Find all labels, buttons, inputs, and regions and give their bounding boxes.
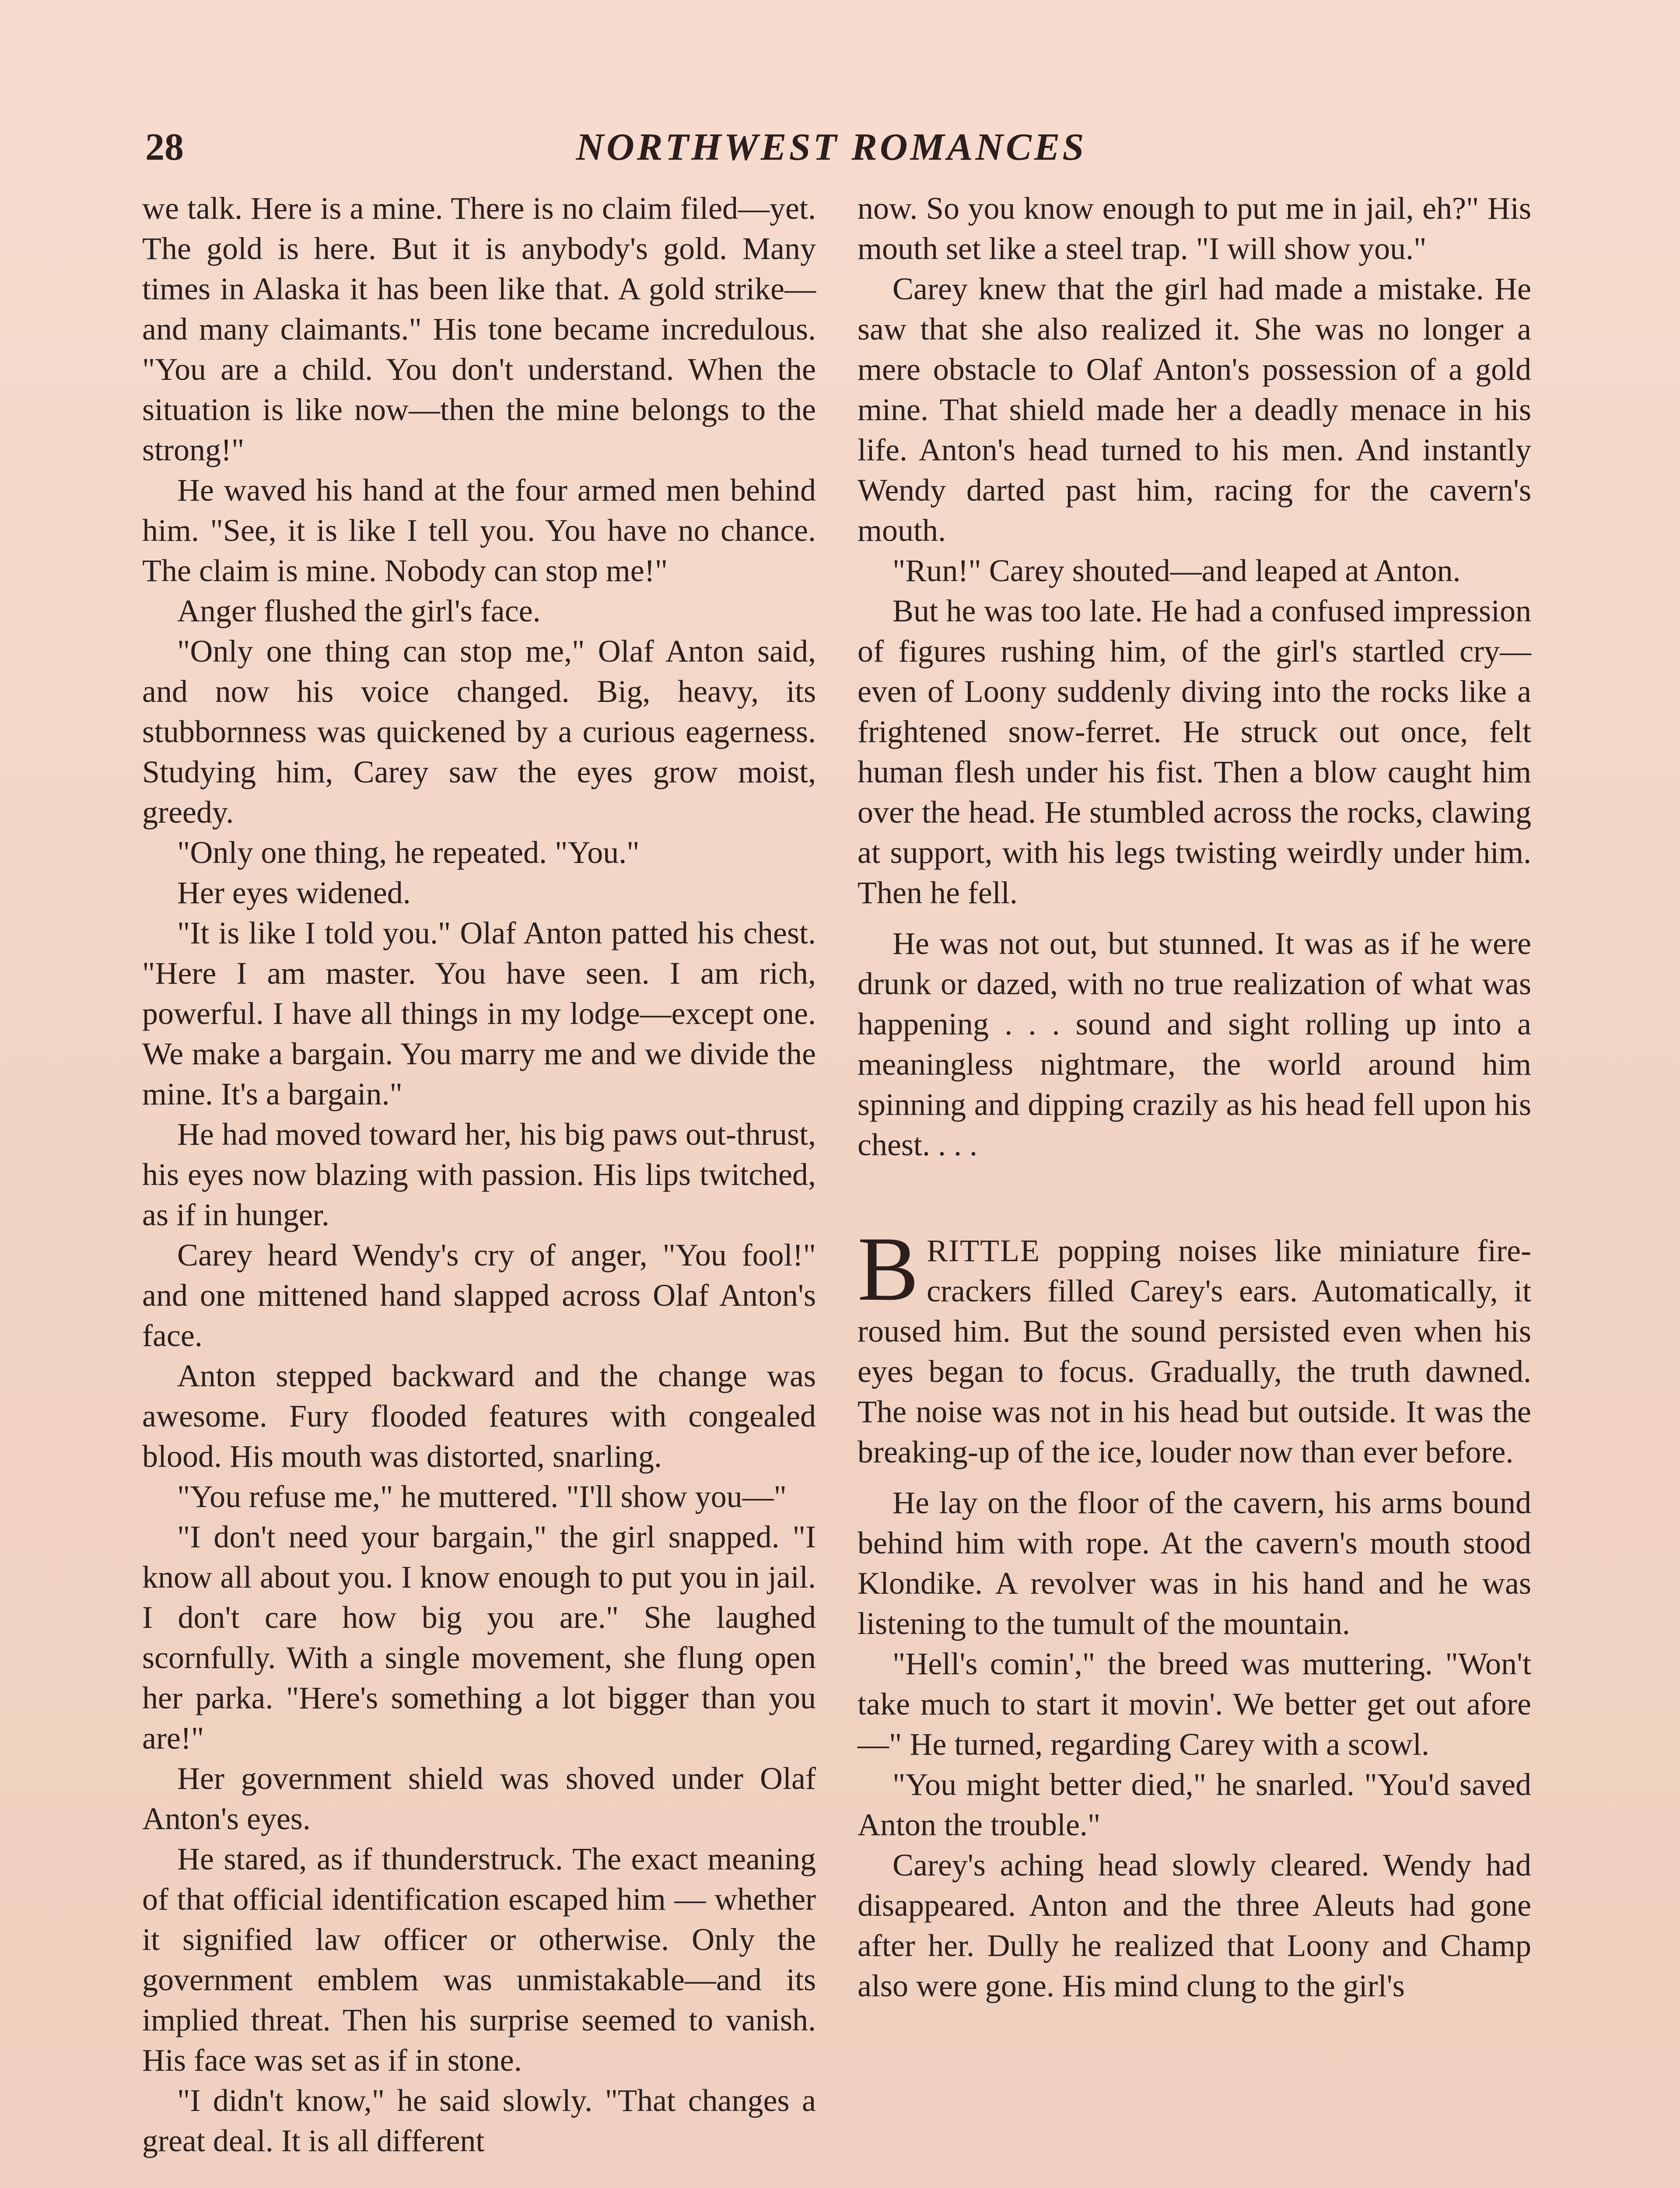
drop-cap: B [858, 1218, 919, 1320]
paragraph: "You refuse me," he muttered. "I'll show you—" [177, 1479, 787, 1514]
paragraph: "Only one thing, he repeated. "You." [177, 835, 640, 870]
page-header [131, 125, 1531, 182]
paragraph: "I didn't know," he said slowly. "That changes a great deal. It is all different [142, 2083, 816, 2158]
right-column [858, 188, 1531, 2006]
paragraph: He lay on the floor of the cavern, his arms bound behind him with rope. At the cavern's mouth stood Klondike. A revolver was in his hand and he was listening to the tumult of the mountain. [858, 1485, 1531, 1641]
paragraph: "Hell's comin'," the breed was muttering. "Won't take much to start it movin'. We better get out afore—" He turned, regarding Carey with a scowl. [858, 1646, 1531, 1762]
paragraph: Carey heard Wendy's cry of anger, "You fool!" and one mittened hand slapped across Olaf Anton's face. [142, 1238, 816, 1353]
small-caps-lead: RITTLE [927, 1233, 1040, 1268]
paragraph: But he was too late. He had a confused impression of figures rushing him, of the girl's startled cry—even of Loony suddenly diving into the rocks like a frightened snow-ferret. He struck out once, felt human flesh under his fist. Then a blow caught him over the head. He stumbled across the rocks, clawing at support, with his legs twisting weirdly under him. Then he fell. [858, 593, 1531, 910]
paragraph: Her eyes widened. [177, 875, 411, 910]
page-number: 28 [145, 126, 184, 168]
paragraph: Anger flushed the girl's face. [177, 593, 541, 628]
paragraph: Her government shield was shoved under Olaf Anton's eyes. [142, 1761, 816, 1836]
paragraph: "I don't need your bargain," the girl snapped. "I know all about you. I know enough to put you in jail. I don't care how big you are." She laughed scornfully. With a single movement, she flung open her parka. "Here's something a lot bigger than you are!" [142, 1519, 816, 1756]
paragraph: Anton stepped backward and the change was awesome. Fury flooded features with congealed blood. His mouth was distorted, snarling. [142, 1358, 816, 1474]
paragraph: now. So you know enough to put me in jail, eh?" His mouth set like a steel trap. "I will show you." [858, 191, 1531, 266]
paragraph: He had moved toward her, his big paws out-thrust, his eyes now blazing with passion. His lips twitched, as if in hunger. [142, 1117, 816, 1232]
paragraph: He was not out, but stunned. It was as if he were drunk or dazed, with no true realization of what was happening . . . sound and sight rolling up into a meaningless nightmare, the world around him spinning and dipping crazily as his head fell upon his chest. . . . [858, 926, 1531, 1162]
paragraph: we talk. Here is a mine. There is no claim filed—yet. The gold is here. But it is anybody's gold. Many times in Alaska it has been like that. A gold strike—and many claimants." His tone became incredulous. "You are a child. You don't understand. When the situation is like now—then the mine belongs to the strong!" [142, 191, 816, 467]
paragraph-text: popping noises like miniature fire-crackers filled Carey's ears. Automatically, it roused him. But the sound persisted even when his eyes began to focus. Gradually, the truth dawned. The noise was not in his head but outside. It was the breaking-up of the ice, louder now than ever before. [858, 1233, 1531, 1469]
paragraph: He stared, as if thunderstruck. The exact meaning of that official identification escaped him — whether it signified law officer or otherwise. Only the government emblem was unmistakable—and its implied threat. Then his surprise seemed to vanish. His face was set as if in stone. [142, 1841, 816, 2078]
left-column [142, 188, 816, 2161]
paragraph: "Run!" Carey shouted—and leaped at Anton. [892, 553, 1461, 588]
section-opening-paragraph [858, 1218, 1531, 1472]
paragraph: "You might better died," he snarled. "You'd saved Anton the trouble." [858, 1767, 1531, 1842]
paragraph: "It is like I told you." Olaf Anton patted his chest. "Here I am master. You have seen. I am rich, powerful. I have all things in my lodge—except one. We make a bargain. You marry me and we divide the mine. It's a bargain." [142, 915, 816, 1112]
paragraph: "Only one thing can stop me," Olaf Anton said, and now his voice changed. Big, heavy, its stubbornness was quickened by a curious eagerness. Studying him, Carey saw the eyes grow moist, greedy. [142, 634, 816, 830]
paragraph: He waved his hand at the four armed men behind him. "See, it is like I tell you. You have no chance. The claim is mine. Nobody can stop me!" [142, 473, 816, 588]
paragraph: Carey knew that the girl had made a mistake. He saw that she also realized it. She was no longer a mere obstacle to Olaf Anton's possession of a gold mine. That shield made her a deadly menace in his life. Anton's head turned to his men. And instantly Wendy darted past him, racing for the cavern's mouth. [858, 271, 1531, 548]
running-title: NORTHWEST ROMANCES [576, 126, 1087, 168]
paragraph: Carey's aching head slowly cleared. Wendy had disappeared. Anton and the three Aleuts had gone after her. Dully he realized that Loony and Champ also were gone. His mind clung to the girl's [858, 1848, 1531, 2003]
